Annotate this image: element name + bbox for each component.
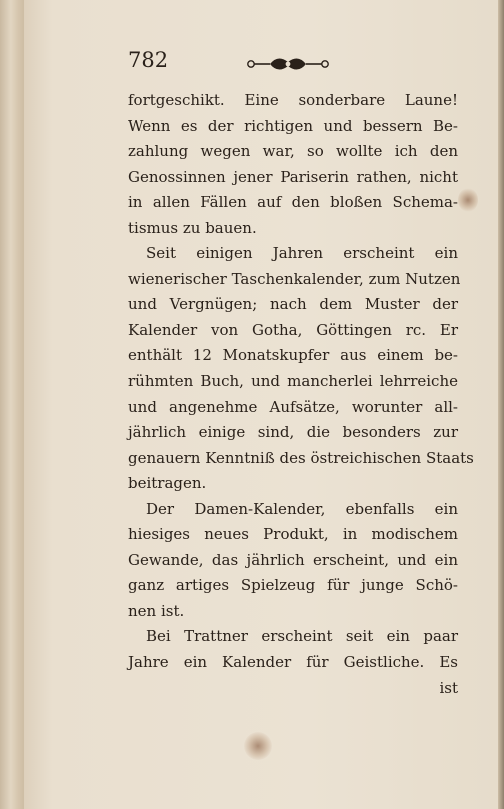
page-header — [128, 48, 348, 78]
text-line: rühmten Buch, und mancherlei lehrreiche — [128, 372, 458, 391]
text-line: Der Damen-Kalender, ebenfalls ein — [146, 499, 458, 518]
text-line: und angenehme Aufsätze, worunter all- — [128, 397, 458, 416]
text-line: und Vergnügen; nach dem Muster der — [128, 295, 458, 314]
paper-stain — [244, 732, 272, 760]
text-line: Seit einigen Jahren erscheint ein — [146, 244, 458, 263]
text-line: zahlung wegen war, so wollte ich den — [128, 142, 458, 161]
catchword: ist — [439, 678, 458, 697]
text-line: Genossinnen jener Pariserin rathen, nicht — [128, 167, 458, 186]
text-line: fortgeschikt. Eine sonderbare Laune! — [128, 91, 458, 109]
body-text — [128, 88, 474, 701]
text-line: hiesiges neues Produkt, in modischem — [128, 525, 458, 544]
page-edge — [498, 0, 504, 809]
book-spine — [0, 0, 24, 809]
text-line: beitragen. — [128, 474, 207, 493]
text-line: nen ist. — [128, 601, 185, 620]
text-line: jährlich einige sind, die besonders zur — [128, 423, 458, 442]
text-line: Gewande, das jährlich erscheint, und ein — [128, 550, 458, 569]
text-line: enthält 12 Monatskupfer aus einem be- — [128, 346, 458, 365]
text-line: ganz artiges Spielzeug für junge Schö- — [128, 576, 458, 595]
text-line: Wenn es der richtigen und bessern Be- — [128, 116, 458, 135]
text-line: Jahre ein Kalender für Geistliche. Es — [128, 653, 458, 672]
page-number: 782 — [128, 48, 169, 72]
text-line: Bei Trattner erscheint seit ein paar — [146, 627, 458, 646]
text-line: wienerischer Taschenkalender, zum Nutzen — [128, 269, 461, 288]
text-line: genauern Kenntniß des östreichischen Staats — [128, 448, 474, 467]
text-line: in allen Fällen auf den bloßen Schema- — [128, 193, 458, 212]
text-line: Kalender von Gotha, Göttingen rc. Er — [128, 320, 458, 339]
paper-stain — [458, 188, 478, 212]
head-ornament-icon — [246, 54, 330, 74]
text-line: tismus zu bauen. — [128, 218, 257, 237]
